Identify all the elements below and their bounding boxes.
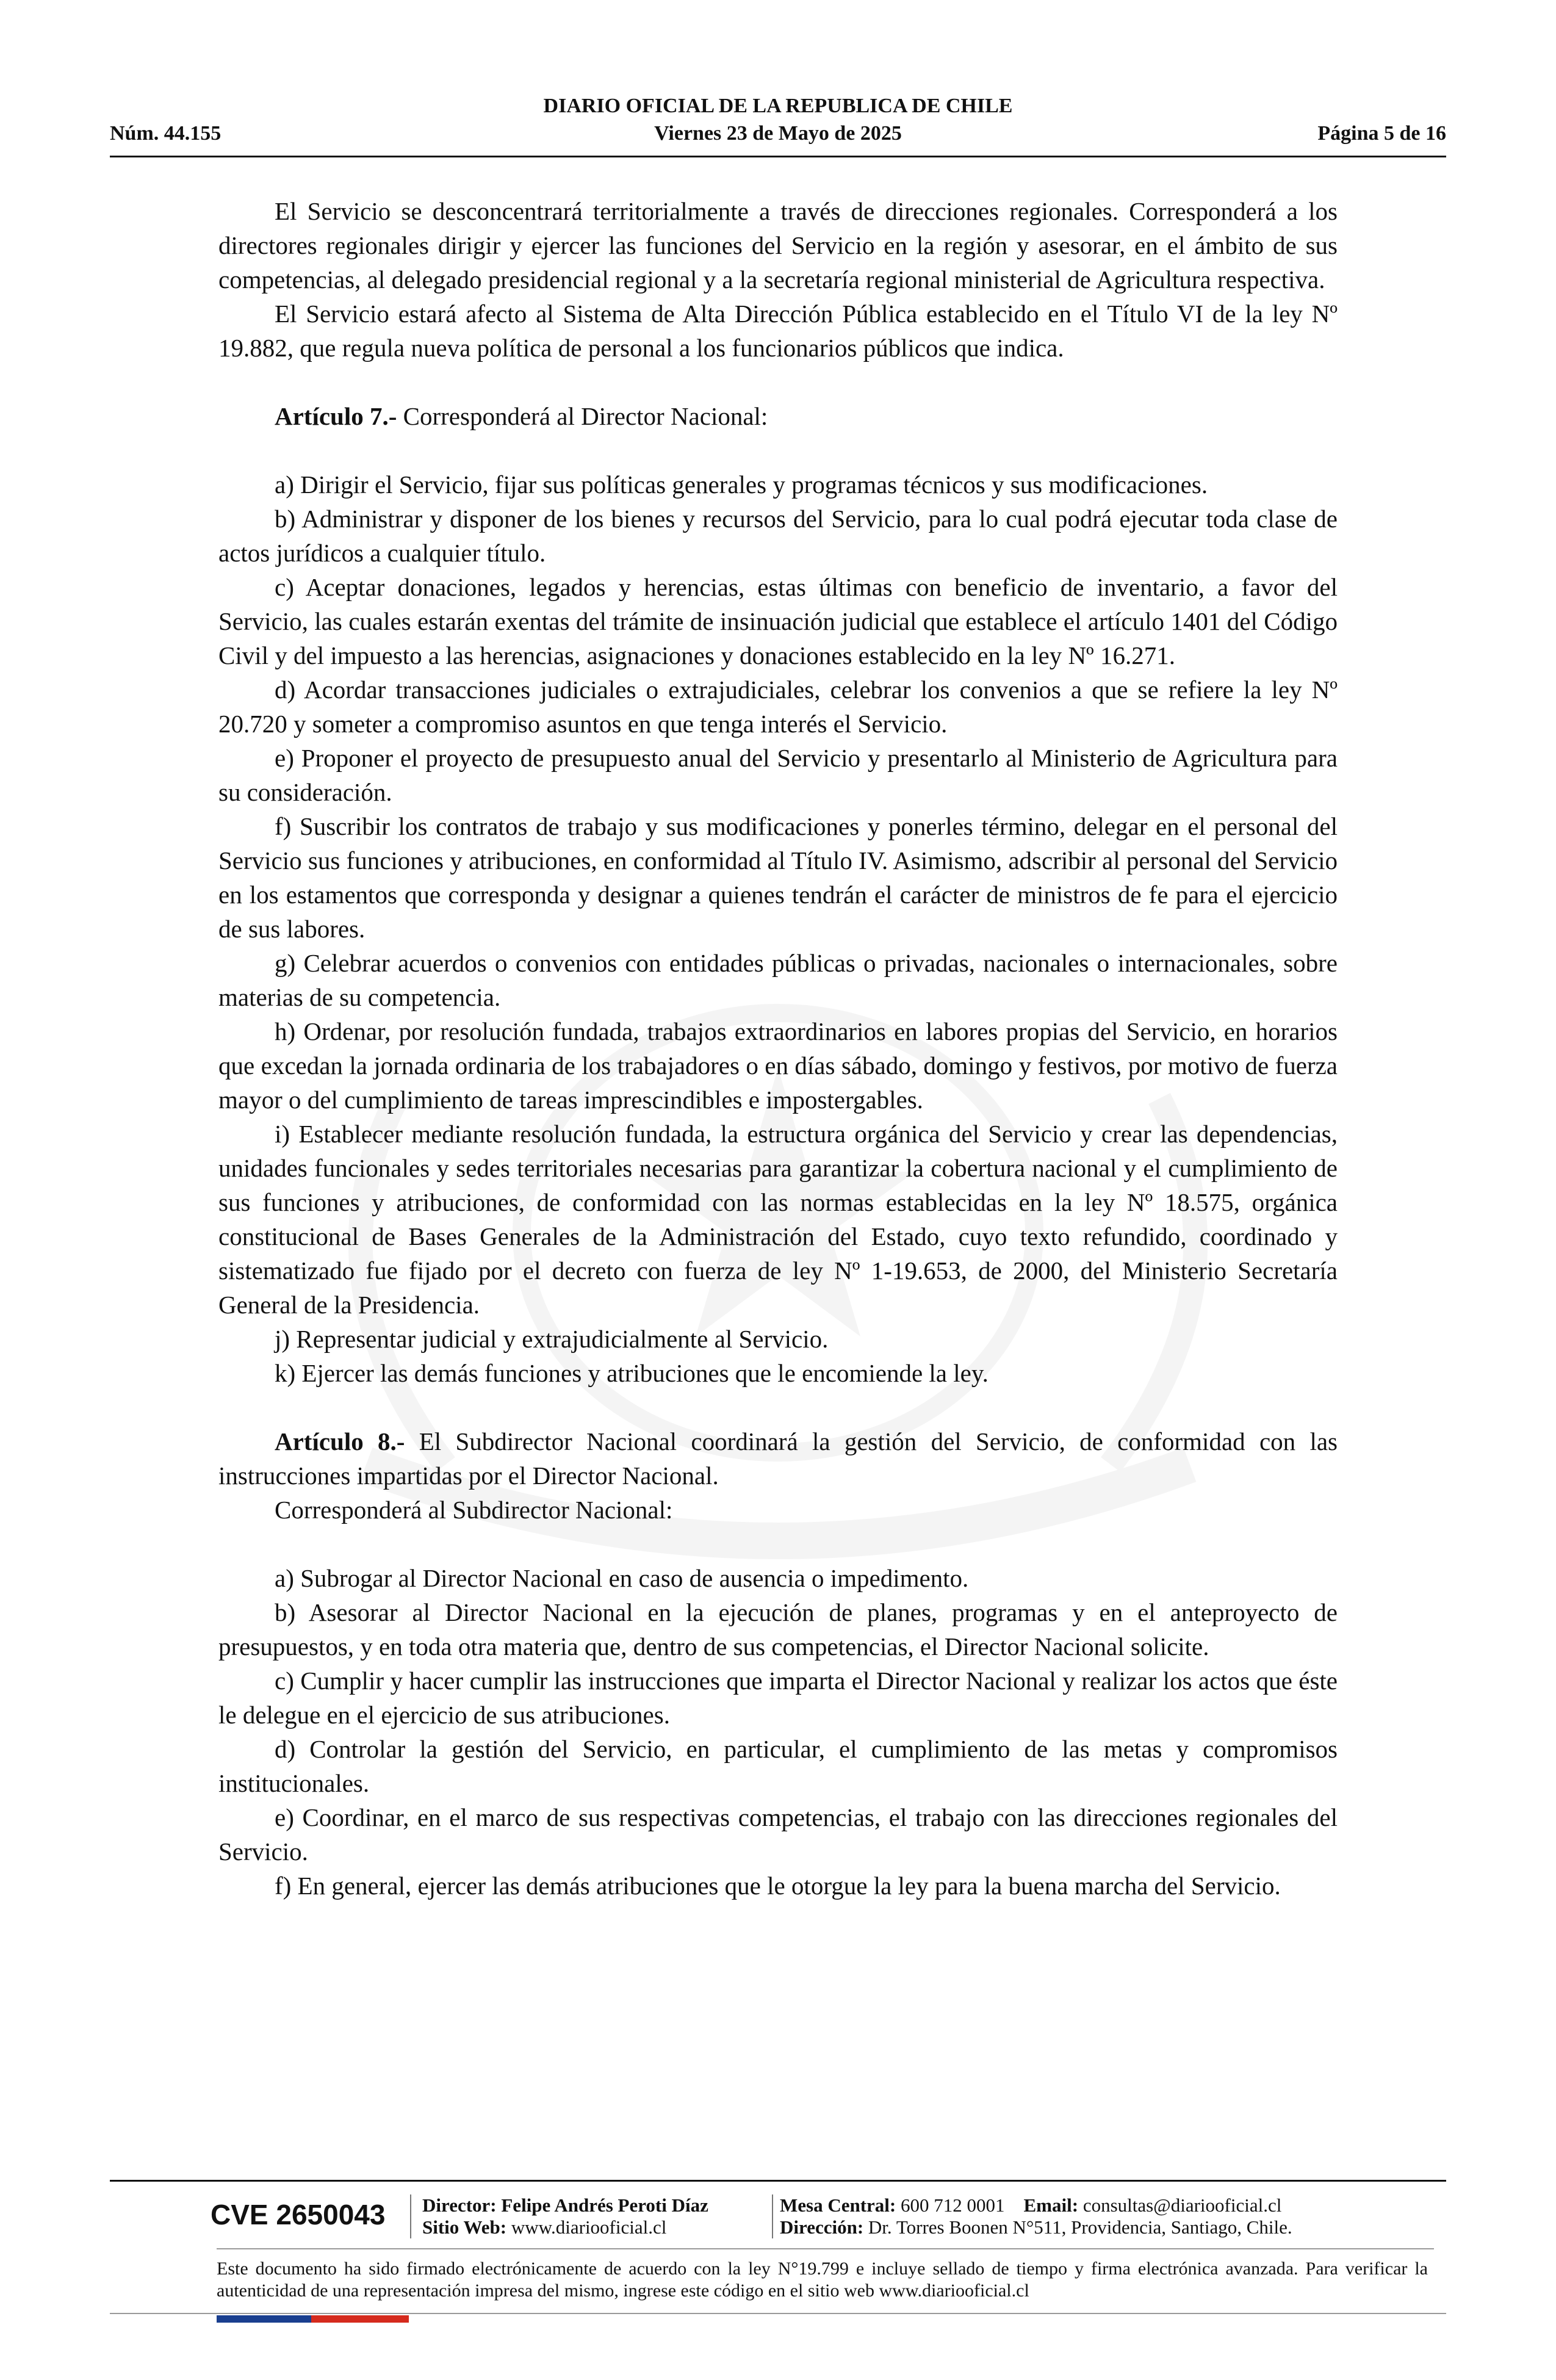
footer-divider [110,2180,1446,2182]
paragraph: El Servicio se desconcentrará territorialmente a través de direcciones regionales. Corresponderá a los directores regionales dirigir y ejercer las funciones del Servicio en la región y asesorar, en el ámbito de sus competencias, al delegado presidencial regional y a la secretaría regional ministerial de Agricultura respectiva. [218,197,1338,294]
article-text: El Subdirector Nacional coordinará la gestión del Servicio, de conformidad con las instrucciones impartidas por el Director Nacional. [218,1427,1338,1490]
document-body [218,194,1338,1903]
list-item: h) Ordenar, por resolución fundada, trabajos extraordinarios en labores propias del Servicio, en horarios que excedan la jornada ordinaria de los trabajadores o en días sábado, domingo y festivos, por motivo de fuerza mayor o del cumplimiento de tareas imprescindibles e impostergables. [218,1017,1338,1114]
issue-date: Viernes 23 de Mayo de 2025 [654,122,902,145]
flag-stripe-blue [217,2315,311,2323]
list-item: f) En general, ejercer las demás atribuciones que le otorgue la ley para la buena marcha del Servicio. [275,1872,1281,1900]
phone-number: 600 712 0001 [901,2194,1005,2216]
footer-divider [217,2248,1434,2249]
list-item: j) Representar judicial y extrajudicialmente al Servicio. [275,1325,829,1353]
director-name: Felipe Andrés Peroti Díaz [501,2194,708,2216]
list-item: e) Proponer el proyecto de presupuesto anual del Servicio y presentarlo al Ministerio de Agricultura para su consideración. [218,744,1338,806]
list-item: f) Suscribir los contratos de trabajo y sus modificaciones y ponerles término, delegar en el personal del Servicio sus funciones y atribuciones, en conformidad al Título IV. Asimismo, adscribir al personal del Servicio en los estamentos que corresponda y designar a quienes tendrán el carácter de ministros de fe para el ejercicio de sus labores. [218,812,1338,943]
director-label: Director: [422,2194,497,2216]
list-item: k) Ejercer las demás funciones y atribuciones que le encomiende la ley. [275,1359,989,1387]
list-item: c) Aceptar donaciones, legados y herencias, estas últimas con beneficio de inventario, a favor del Servicio, las cuales estarán exentas del trámite de insinuación judicial que establece el artículo 1401 del Código Civil y del impuesto a las herencias, asignaciones y donaciones establecido en la ley Nº 16.271. [218,573,1338,669]
article-8-heading [218,1424,1338,1493]
article-label: Artículo 8.- [275,1427,405,1455]
website-link[interactable]: www.diariooficial.cl [511,2216,667,2238]
address-value: Dr. Torres Boonen N°511, Providencia, Santiago, Chile. [868,2216,1292,2238]
article-7-heading [218,399,1338,433]
footer-director-info [422,2194,708,2238]
page-header [110,95,1446,159]
footer-separator [772,2194,773,2238]
header-divider [110,156,1446,157]
website-label: Sitio Web: [422,2216,507,2238]
list-item: g) Celebrar acuerdos o convenios con entidades públicas o privadas, nacionales o internacionales, sobre materias de su competencia. [218,949,1338,1011]
article-text: Corresponderá al Director Nacional: [397,402,768,430]
list-item: d) Controlar la gestión del Servicio, en particular, el cumplimiento de las metas y compromisos institucionales. [218,1735,1338,1797]
page-number: Página 5 de 16 [1317,122,1446,145]
newspaper-title: DIARIO OFICIAL DE LA REPUBLICA DE CHILE [543,95,1013,117]
footer-divider [110,2313,1446,2314]
list-item: d) Acordar transacciones judiciales o extrajudiciales, celebrar los convenios a que se refiere la ley Nº 20.720 y someter a compromiso asuntos en que tenga interés el Servicio. [218,676,1338,738]
phone-label: Mesa Central: [780,2194,896,2216]
legal-notice: Este documento ha sido firmado electrónicamente de acuerdo con la ley N°19.799 e incluye sellado de tiempo y firma electrónica avanzada. Para verificar la autenticidad de una representación impresa del mismo, ingrese este código en el sitio web www.diariooficial.cl [217,2259,1428,2301]
list-item: a) Subrogar al Director Nacional en caso de ausencia o impedimento. [275,1564,969,1592]
paragraph: El Servicio estará afecto al Sistema de Alta Dirección Pública establecido en el Título VI de la ley Nº 19.882, que regula nueva política de personal a los funcionarios públicos que indica. [218,300,1338,362]
article-label: Artículo 7.- [275,402,397,430]
paragraph: Corresponderá al Subdirector Nacional: [275,1496,673,1524]
email-link[interactable]: consultas@diariooficial.cl [1082,2194,1282,2216]
list-item: e) Coordinar, en el marco de sus respectivas competencias, el trabajo con las direcciones regionales del Servicio. [218,1803,1338,1866]
list-item: a) Dirigir el Servicio, fijar sus políticas generales y programas técnicos y sus modificaciones. [275,471,1208,499]
list-item: b) Administrar y disponer de los bienes y recursos del Servicio, para lo cual podrá ejecutar toda clase de actos jurídicos a cualquier título. [218,505,1338,567]
page-footer [110,2180,1446,2339]
flag-stripe-red [311,2315,409,2323]
footer-separator [410,2194,411,2238]
list-item: i) Establecer mediante resolución fundada, la estructura orgánica del Servicio y crear las dependencias, unidades funcionales y sedes territoriales necesarias para garantizar la cobertura nacional y el cumplimiento de sus funciones y atribuciones, de conformidad con las normas establecidas en la ley Nº 18.575, orgánica constitucional de Bases Generales de la Administración del Estado, cuyo texto refundido, coordinado y sistematizado fue fijado por el decreto con fuerza de ley Nº 1-19.653, de 2000, del Ministerio Secretaría General de la Presidencia. [218,1120,1338,1319]
address-label: Dirección: [780,2216,864,2238]
email-label: Email: [1023,2194,1079,2216]
issue-number: Núm. 44.155 [110,122,222,145]
footer-contact-info [780,2194,1292,2238]
cve-code: CVE 2650043 [211,2199,386,2230]
list-item: c) Cumplir y hacer cumplir las instrucciones que imparta el Director Nacional y realizar los actos que éste le delegue en el ejercicio de sus atribuciones. [218,1667,1338,1729]
list-item: b) Asesorar al Director Nacional en la ejecución de planes, programas y en el anteproyecto de presupuestos, y en toda otra materia que, dentro de sus competencias, el Director Nacional solicite. [218,1598,1338,1661]
